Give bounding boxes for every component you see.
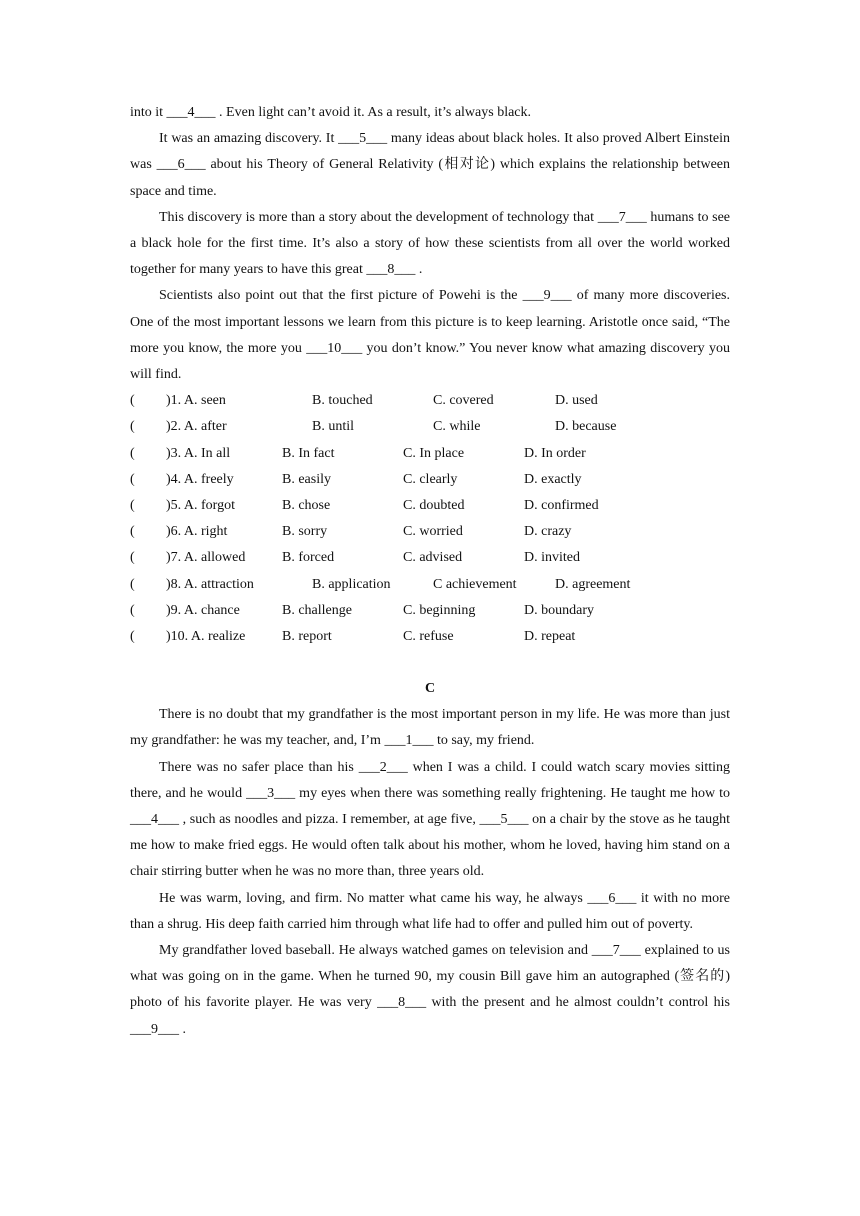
option-d: D. In order [524, 445, 586, 461]
paragraph: into it ___4___ . Even light can’t avoid it. As a result, it’s always black. [130, 105, 532, 120]
answer-paren: ( [130, 445, 135, 461]
option-a: )8. A. attraction [166, 576, 254, 592]
option-a: )4. A. freely [166, 471, 234, 487]
option-row-5 [130, 493, 730, 519]
option-a: )7. A. allowed [166, 550, 246, 566]
option-d: D. used [555, 393, 598, 409]
option-b: B. In fact [282, 445, 335, 461]
option-a: )3. A. In all [166, 445, 231, 461]
option-a: )1. A. seen [166, 393, 226, 409]
option-a: )2. A. after [166, 419, 227, 435]
option-d: D. agreement [555, 576, 631, 592]
option-row-1 [130, 388, 730, 414]
option-b: B. easily [282, 471, 331, 487]
option-d: D. invited [524, 550, 580, 566]
option-row-9 [130, 598, 730, 624]
paragraph: It was an amazing discovery. It ___5___ many ideas about black holes. It also proved Albert Einstein was ___6___ about his Theory of General Relativity (相对论) which explains the relationship between space and time. [130, 131, 730, 199]
option-c: C. doubted [403, 497, 465, 513]
option-b: B. application [312, 576, 391, 592]
option-b: B. until [312, 419, 355, 435]
option-row-7 [130, 545, 730, 571]
option-c: C. worried [403, 524, 463, 540]
option-b: B. sorry [282, 524, 328, 540]
paragraph: Scientists also point out that the first picture of Powehi is the ___9___ of many more discoveries. One of the most important lessons we learn from this picture is to keep learning. Aristotle once said, “The more you know, the more you ___10___ you don’t know.” You never know what amazing discovery you will find. [130, 288, 730, 383]
answer-paren: ( [130, 628, 135, 644]
paragraph: This discovery is more than a story about the development of technology that ___7___ humans to see a black hole for the first time. It’s also a story of how these scientists from all over the world worked together for many years to have this great ___8___ . [130, 209, 730, 278]
answer-paren: ( [130, 550, 135, 566]
option-c: C. beginning [403, 602, 476, 618]
option-a: )6. A. right [166, 524, 228, 540]
option-row-10 [130, 624, 730, 650]
option-row-8 [130, 572, 730, 598]
section-heading: C [424, 681, 436, 697]
option-row-3 [130, 441, 730, 467]
option-d: D. boundary [524, 602, 594, 618]
option-b: B. chose [282, 497, 331, 513]
answer-paren: ( [130, 602, 135, 618]
options-list [130, 388, 730, 650]
option-c: C. clearly [403, 471, 458, 487]
option-c: C achievement [433, 576, 517, 592]
option-a: )10. A. realize [166, 628, 246, 644]
option-d: D. because [555, 419, 617, 435]
option-row-6 [130, 519, 730, 545]
option-b: B. report [282, 628, 332, 644]
option-d: D. exactly [524, 471, 582, 487]
option-c: C. covered [433, 393, 494, 409]
option-b: B. touched [312, 393, 373, 409]
paragraph: He was warm, loving, and firm. No matter what came his way, he always ___6___ it with no more than a shrug. His deep faith carried him through what life had to offer and pulled him out of poverty. [130, 890, 730, 932]
option-c: C. while [433, 419, 481, 435]
option-c: C. advised [403, 550, 463, 566]
answer-paren: ( [130, 497, 135, 513]
option-c: C. refuse [403, 628, 454, 644]
answer-paren: ( [130, 576, 135, 592]
option-d: D. confirmed [524, 497, 599, 513]
option-a: )5. A. forgot [166, 497, 235, 513]
answer-paren: ( [130, 471, 135, 487]
answer-paren: ( [130, 524, 135, 540]
option-row-4 [130, 467, 730, 493]
option-b: B. forced [282, 550, 335, 566]
paragraph: There is no doubt that my grandfather is the most important person in my life. He was more than just my grandfather: he was my teacher, and, I’m ___1___ to say, my friend. [130, 707, 730, 749]
option-row-2 [130, 414, 730, 440]
answer-paren: ( [130, 419, 135, 435]
option-b: B. challenge [282, 602, 352, 618]
option-c: C. In place [403, 445, 465, 461]
option-d: D. crazy [524, 524, 572, 540]
option-d: D. repeat [524, 628, 576, 644]
passage-c [130, 676, 730, 1043]
answer-paren: ( [130, 393, 135, 409]
option-a: )9. A. chance [166, 602, 240, 618]
document-page [130, 100, 730, 1043]
paragraph: My grandfather loved baseball. He always watched games on television and ___7___ explained to us what was going on in the game. When he turned 90, my cousin Bill gave him an autographed (签名的) photo of his favorite player. He was very ___8___ with the present and he almost couldn’t control his ___9___ . [130, 942, 730, 1037]
paragraph: There was no safer place than his ___2___ when I was a child. I could watch scary movies sitting there, and he would ___3___ my eyes when there was something really frightening. He taught me how to ___4___ , such as noodles and pizza. I remember, at age five, ___5___ on a chair by the stove as he taught me how to make fried eggs. He would often talk about his mother, whom he loved, having him stand on a chair stirring butter when he was no more than, three years old. [130, 759, 730, 880]
passage-b [130, 100, 730, 650]
